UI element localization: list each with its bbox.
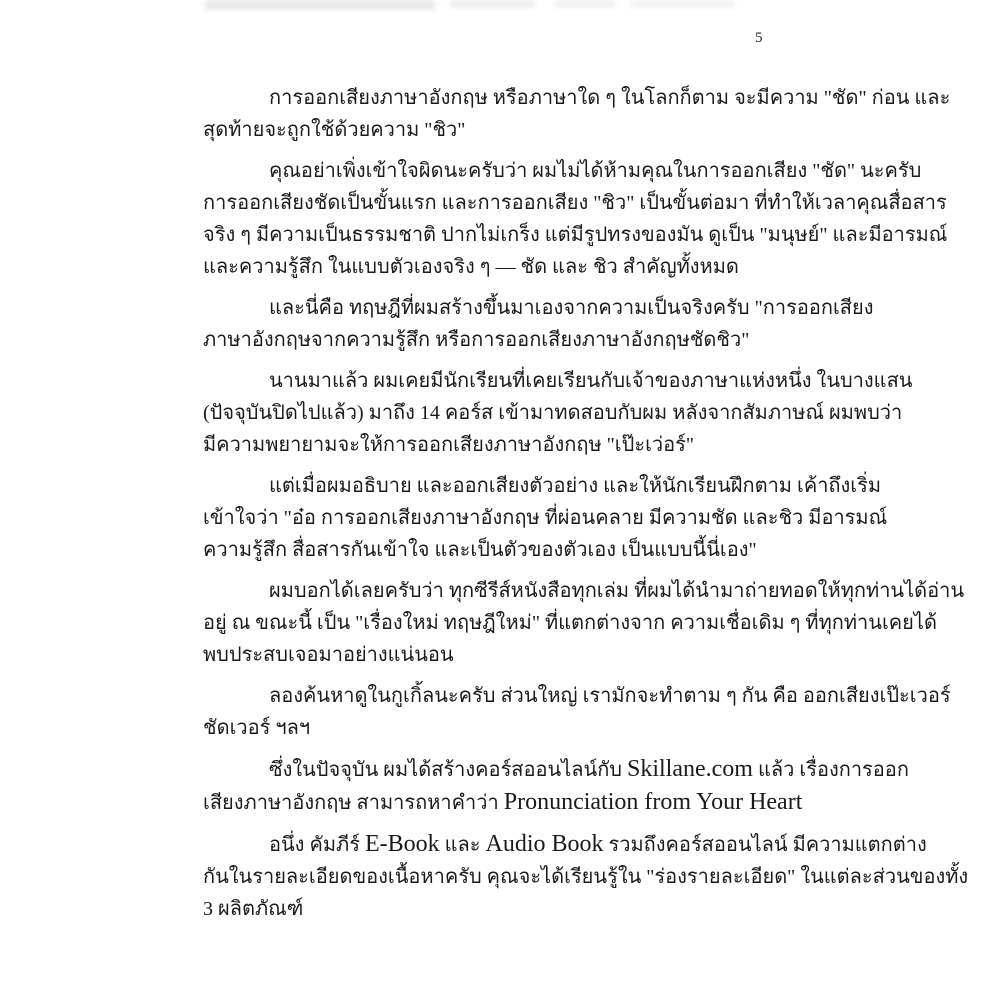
text-segment: และ	[439, 834, 486, 856]
text-smudge	[205, 0, 435, 10]
paragraph	[203, 828, 969, 925]
text-line: และความรู้สึก ในแบบตัวเองจริง ๆ — ชัด และ ชิว สำคัญทั้งหมด	[203, 256, 739, 278]
text-smudge	[630, 0, 735, 8]
text-line: ชัดเวอร์ ฯลฯ	[203, 717, 311, 739]
text-segment: อนึ่ง คัมภีร์	[269, 834, 365, 856]
text-segment: รวมถึงคอร์สออนไลน์ มีความแตกต่าง	[603, 834, 927, 856]
text-line: ผมบอกได้เลยครับว่า ทุกซีรีส์หนังสือทุกเล่ม ที่ผมได้นำมาถ่ายทอดให้ทุกท่านได้อ่าน	[269, 580, 965, 602]
paragraph	[203, 470, 888, 566]
text-line: คุณอย่าเพิ่งเข้าใจผิดนะครับว่า ผมไม่ได้ห้ามคุณในการออกเสียง "ชัด" นะครับ	[269, 160, 922, 182]
text-line: กันในรายละเอียดของเนื้อหาครับ คุณจะได้เรียนรู้ใน "ร่องรายละเอียด" ในแต่ละส่วนของทั้ง	[203, 866, 969, 888]
text-smudge	[450, 0, 535, 8]
text-line: พบประสบเจอมาอย่างแน่นอน	[203, 644, 454, 666]
text-line: ความรู้สึก สื่อสารกันเข้าใจ และเป็นตัวของตัวเอง เป็นแบบนี้นี่เอง"	[203, 539, 757, 561]
text-segment: เสียงภาษาอังกฤษ สามารถหาคำว่า	[203, 792, 504, 814]
text-segment-latin: Skillane.com	[627, 756, 753, 782]
text-segment-latin: Pronunciation from Your Heart	[503, 789, 803, 815]
text-line: มีความพยายามจะให้การออกเสียงภาษาอังกฤษ "เป๊ะเว่อร์"	[203, 434, 695, 456]
text-segment-latin: Audio Book	[485, 831, 604, 857]
page-body	[203, 82, 969, 934]
text-smudge	[555, 0, 615, 8]
text-line: (ปัจจุบันปิดไปแล้ว) มาถึง 14 คอร์ส เข้ามาทดสอบกับผม หลังจากสัมภาษณ์ ผมพบว่า	[203, 402, 903, 424]
paragraph	[203, 753, 909, 819]
paragraph	[203, 365, 913, 461]
text-line: นานมาแล้ว ผมเคยมีนักเรียนที่เคยเรียนกับเจ้าของภาษาแห่งหนึ่ง ในบางแสน	[269, 370, 913, 392]
page-number: 5	[755, 30, 763, 46]
text-segment: ซึ่งในปัจจุบัน ผมได้สร้างคอร์สออนไลน์กับ	[269, 759, 627, 781]
paragraph	[203, 155, 948, 283]
text-line: 3 ผลิตภัณฑ์	[203, 898, 304, 920]
text-line: เข้าใจว่า "อ๋อ การออกเสียงภาษาอังกฤษ ที่ผ่อนคลาย มีความชัด และชิว มีอารมณ์	[203, 507, 888, 529]
text-line: ภาษาอังกฤษจากความรู้สึก หรือการออกเสียงภาษาอังกฤษชัดชิว"	[203, 329, 750, 351]
text-segment: แล้ว เรื่องการออก	[752, 759, 909, 781]
text-line	[203, 786, 803, 819]
text-segment-latin: E-Book	[364, 831, 440, 857]
paragraph	[203, 82, 951, 146]
paragraph	[203, 575, 965, 671]
text-line: การออกเสียงชัดเป็นขั้นแรก และการออกเสียง "ชิว" เป็นขั้นต่อมา ที่ทำให้เวลาคุณสื่อสาร	[203, 192, 947, 214]
paragraph	[203, 680, 951, 744]
text-line: อยู่ ณ ขณะนี้ เป็น "เรื่องใหม่ ทฤษฎีใหม่" ที่แตกต่างจาก ความเชื่อเดิม ๆ ที่ทุกท่านเคยได้	[203, 612, 937, 634]
text-line: และนี่คือ ทฤษฎีที่ผมสร้างขึ้นมาเองจากความเป็นจริงครับ "การออกเสียง	[269, 297, 874, 319]
cut-off-text-fragment	[205, 0, 735, 11]
text-line: จริง ๆ มีความเป็นธรรมชาติ ปากไม่เกร็ง แต่มีรูปทรงของมัน ดูเป็น "มนุษย์" และมีอารมณ์	[203, 224, 948, 246]
text-line	[203, 753, 909, 786]
text-line: สุดท้ายจะถูกใช้ด้วยความ "ชิว"	[203, 119, 466, 141]
text-line	[203, 828, 927, 861]
paragraph	[203, 292, 874, 356]
text-line: แต่เมื่อผมอธิบาย และออกเสียงตัวอย่าง และให้นักเรียนฝึกตาม เค้าถึงเริ่ม	[269, 475, 882, 497]
text-line: การออกเสียงภาษาอังกฤษ หรือภาษาใด ๆ ในโลกก็ตาม จะมีความ "ชัด" ก่อน และ	[269, 87, 951, 109]
text-line: ลองค้นหาดูในกูเกิ้ลนะครับ ส่วนใหญ่ เรามักจะทำตาม ๆ กัน คือ ออกเสียงเป๊ะเวอร์	[269, 685, 951, 707]
